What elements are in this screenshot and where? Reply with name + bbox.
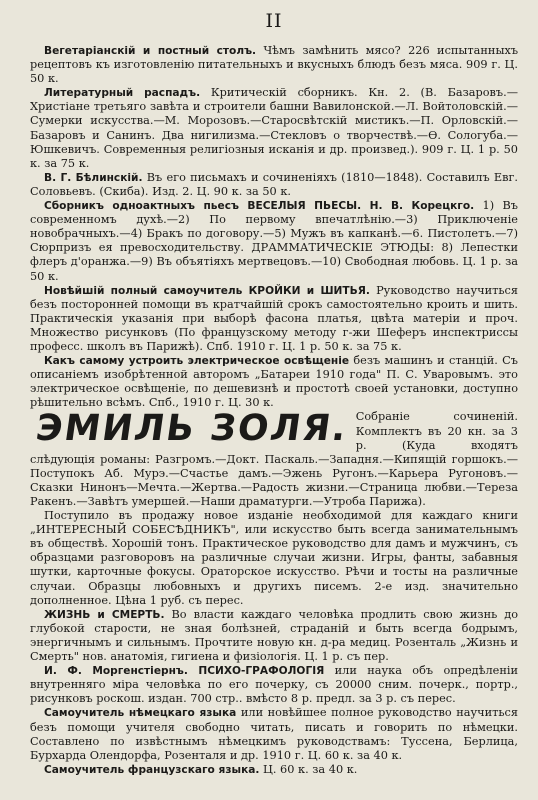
zola-title: ЭМИЛЬ ЗОЛЯ. (33, 408, 351, 450)
advert-entry: Новѣйшій полный самоучитель КРОЙКИ и ШИТЬЯ. Руководство научиться безъ посторонней помощи въ кратчайшій срокъ самостоятельно кроить и шить. Практическія указанія при выборѣ фасона платья, цвѣта матеріи и проч. Множество рисунковъ (По французскому методу г-жи Шеферъ инспектриссы професс. школъ въ Парижѣ). Спб. 1910 г. Ц. 1 р. 50 к. за 75 к. (30, 283, 518, 353)
advert-entry: Поступило въ продажу новое изданіе необходимой для каждаго книги „ИНТЕРЕСНЫЙ СОБЕСѢДНИКЪ", или искусство быть всегда занимательнымъ въ обществѣ. Хорошій тонъ. Практическое руководство для дамъ и мужчинъ, съ образцами разговоровъ на различные случаи жизни. Игры, фанты, забавныя шутки, карточные фокусы. Ораторское искусство. Рѣчи и тосты на различные случаи. Образцы любовныхъ и другихъ писемъ. 2-е изд. значительно дополненное. Цѣна 1 руб. съ перес. (30, 509, 518, 607)
advert-column (30, 44, 518, 777)
advert-entry: И. Ф. Моргенстіернъ. ПСИХО-ГРАФОЛОГІЯ или наука объ опредѣленіи внутренняго міра человѣка по его почерку, съ 20000 сним. почерк., портр., рисунковъ роскош. издан. 700 стр.. вмѣсто 8 р. предл. за 3 р. съ перес. (30, 664, 518, 706)
advert-entry: Сборникъ одноактныхъ пьесъ ВЕСЕЛЫЯ ПЬЕСЫ. Н. В. Корецкго. 1) Въ современномъ духѣ.—2) По первому впечатлѣнію.—3) Приключеніе новобрачныхъ.—4) Бракъ по договору.—5) Мужъ въ капканѣ.—6. Пистолетъ.—7) Сюрпризъ ея превосходительству. ДРАММАТИЧЕСКІЕ ЭТЮДЫ: 8) Лепестки флеръ д'оранжа.—9) Въ объятіяхъ мертвецовъ.—10) Свободная любовь. Ц. 1 р. за 50 к. (30, 199, 518, 283)
advert-entry: Самоучитель французскаго языка. Ц. 60 к. за 40 к. (44, 762, 358, 776)
zola-advert (30, 410, 518, 509)
page-number: II (265, 10, 283, 32)
advert-entry: Вегетаріанскій и постный столъ. Чѣмъ замѣнить мясо? 226 испытанныхъ рецептовъ къ изготовленію питательныхъ и вкусныхъ блюдъ безъ мяса. 909 г. Ц. 50 к. (30, 44, 519, 86)
advert-entry: Какъ самому устроить электрическое освѣщеніе безъ машинъ и станцій. Съ описаніемъ изобрѣтенной авторомъ „Батареи 1910 года" П. С. Уваровымъ. это электрическое освѣщеніе, по дешевизнѣ и простотѣ своей установки, доступно рѣшительно всѣмъ. Спб., 1910 г. Ц. 30 к. (30, 354, 518, 410)
advert-entry: Самоучитель нѣмецкаго языка или новѣйшее полное руководство научиться безъ помощи учителя свободно читать, писать и говорить по нѣмецки. Составлено по извѣстнымъ нѣмецкимъ руководствамъ: Туссена, Берлица, Бурхарда Олендорфа, Розенталя и др. 1910 г. Ц. 60 к. за 40 к. (30, 706, 518, 762)
advert-entry: Литературный распадъ. Критическій сборникъ. Кн. 2. (В. Базаровъ.—Христіане третьяго завѣта и строители башни Вавилонской.—Л. Войтоловскій.—Сумерки искусства.—М. Морозовъ.—Старосвѣтскій мистикъ.—П. Орловскій.—Базаровъ и Санинъ. Два нигилизма.—Стекловъ о творчествѣ.—Ѳ. Сологуба.—Юшкевичъ. Современныя религіозныя исканія и др. произвед.). 909 г. Ц. 1 р. 50 к. за 75 к. (30, 86, 518, 170)
advert-entry: В. Г. Бѣлинскій. Въ его письмахъ и сочиненіяхъ (1810—1848). Составилъ Евг. Соловьевъ. (Скиба). Изд. 2. Ц. 90 к. за 50 к. (30, 170, 518, 198)
advert-entry: ЖИЗНЬ и СМЕРТЬ. Во власти каждаго человѣка продлить свою жизнь до глубокой старости, не зная болѣзней, страданій и быть всегда бодрымъ, энергичнымъ и сильнымъ. Прочтите новую кн. д-ра медиц. Розенталь „Жизнь и Смерть" нов. анатомія, гигиена и физіологія. Ц. 1 р. съ пер. (30, 607, 519, 664)
zola-text: Собраніе сочиненій. Комплектъ въ 20 кн. за 3 р. (Куда входятъ слѣдующія романы: Разгромъ.—Докт. Паскаль.—Западня.—Кипящій горшокъ.—Поступокъ Аб. Мурэ.—Счастье дамъ.—Эжень Ругонъ.—Карьера Ругоновъ.—Сказки Нинонъ—Мечта.—Жертва.—Радость жизни.—Страница любви.—Тереза Ракенъ.—Завѣтъ умершей.—Наши драматурги.—Утроба Парижа). (30, 410, 518, 508)
